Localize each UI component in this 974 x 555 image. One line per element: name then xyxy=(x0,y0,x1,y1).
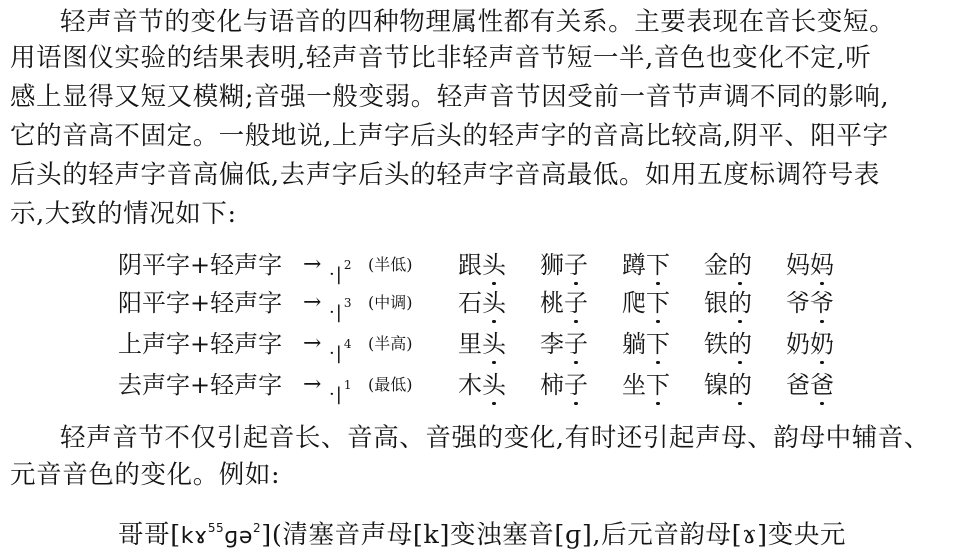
text-line: 元音音色的变化。例如: xyxy=(10,460,281,490)
example-word: 木头 xyxy=(458,367,506,403)
text-line: 后头的轻声字音高偏低,去声字后头的轻声字音高最低。如用五度标调符号表 xyxy=(10,160,881,190)
tone-note: (最低) xyxy=(368,375,413,394)
ipa-transcription: kɤ$^{55}$ɡə$^2$ xyxy=(180,521,262,549)
text-line: 示,大致的情况如下: xyxy=(10,199,237,229)
arrow-icon: → xyxy=(303,331,322,356)
example-word: 狮子 xyxy=(540,247,588,283)
example-word: 蹲下 xyxy=(622,247,670,283)
tone-combo-label: 阳平字+轻声字 xyxy=(118,289,283,317)
pitch-value: 1 xyxy=(343,378,353,392)
arrow-icon: → xyxy=(303,372,322,397)
example-note: (清塞音声母[k]变浊塞音[ɡ],后元音韵母[ɤ]变央元 xyxy=(271,520,847,550)
text-line: 轻声音节的变化与语音的四种物理属性都有关系。主要表现在音长变短。 xyxy=(60,7,896,37)
tone-note: (半低) xyxy=(368,255,413,274)
example-word: 镍的 xyxy=(704,367,752,403)
pitch-value: 2 xyxy=(343,258,353,272)
text-line: 轻声音节不仅引起音长、音高、音强的变化,有时还引起声母、韵母中辅音、 xyxy=(60,423,931,453)
example-word: 奶奶 xyxy=(786,326,834,362)
example-word: 铁的 xyxy=(704,326,752,362)
arrow-icon: → xyxy=(303,290,322,315)
tone-combo-label: 上声字+轻声字 xyxy=(118,330,283,358)
example-word: 柿子 xyxy=(540,367,588,403)
text-line: 它的音高不固定。一般地说,上声字后头的轻声字的音高比较高,阴平、阳平字 xyxy=(10,121,889,151)
example-word: 爬下 xyxy=(622,285,670,321)
example-word: 妈妈 xyxy=(786,247,834,283)
text-line: 感上显得又短又模糊;音强一般变弱。轻声音节因受前一音节声调不同的影响, xyxy=(10,82,890,112)
pitch-value: 4 xyxy=(343,337,353,351)
pitch-value: 3 xyxy=(343,296,353,310)
tone-note: (半高) xyxy=(368,334,413,353)
text-line: 用语图仪实验的结果表明,轻声音节比非轻声音节短一半,音色也变化不定,听 xyxy=(10,43,872,73)
example-word: 银的 xyxy=(704,285,752,321)
bracket: ] xyxy=(261,520,272,550)
bracket: [ xyxy=(170,520,181,550)
example-word: 里头 xyxy=(458,326,506,362)
example-word: 桃子 xyxy=(540,285,588,321)
example-word: 李子 xyxy=(540,326,588,362)
tone-note: (中调) xyxy=(368,293,413,312)
example-word: 爸爸 xyxy=(786,367,834,403)
example-word: 躺下 xyxy=(622,326,670,362)
tone-mark: $\cdot|^3$ xyxy=(329,296,353,323)
tone-combo-label: 阴平字+轻声字 xyxy=(118,251,283,279)
example-line xyxy=(118,510,846,555)
tone-mark: $\cdot|^1$ xyxy=(329,378,353,405)
example-word: 石头 xyxy=(458,285,506,321)
example-word: 跟头 xyxy=(458,247,506,283)
example-word: 金的 xyxy=(704,247,752,283)
tone-mark: $\cdot|^4$ xyxy=(329,337,353,364)
example-word: 哥哥 xyxy=(118,520,171,550)
tone-mark: $\cdot|^2$ xyxy=(329,258,353,285)
example-word: 坐下 xyxy=(622,367,670,403)
example-word: 爷爷 xyxy=(786,285,834,321)
tone-combo-label: 去声字+轻声字 xyxy=(118,371,283,399)
arrow-icon: → xyxy=(303,252,322,277)
